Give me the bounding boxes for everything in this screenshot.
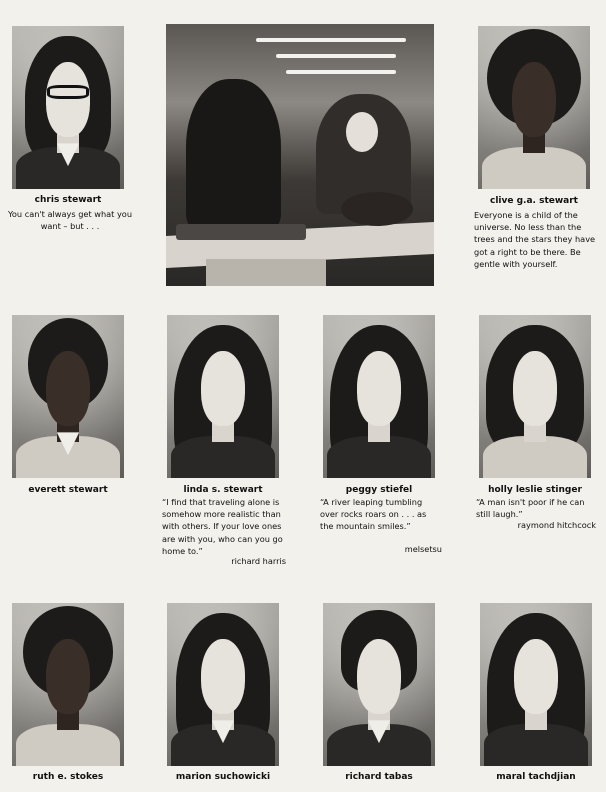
portrait-marion-suchowicki [167,603,279,766]
portrait-linda-stewart [167,315,279,478]
portrait-richard-tabas [323,603,435,766]
student-name-holly-stinger: holly leslie stinger [488,485,582,495]
portrait-clive-stewart [478,26,590,189]
candid-cafeteria-photo [166,24,434,286]
quote-attribution-linda-stewart: richard harris [231,556,286,566]
student-name-linda-stewart: linda s. stewart [183,485,263,495]
student-name-ruth-stokes: ruth e. stokes [32,772,104,782]
quote-attribution-peggy-stiefel: melsetsu [404,544,442,554]
portrait-peggy-stiefel [323,315,435,478]
student-name-peggy-stiefel: peggy stiefel [345,485,413,495]
student-name-maral-tachdjian: maral tachdjian [496,772,576,782]
portrait-ruth-stokes [12,603,124,766]
student-name-clive-stewart: clive g.a. stewart [490,196,578,206]
portrait-chris-stewart [12,26,124,189]
student-name-chris-stewart: chris stewart [34,195,102,205]
student-name-marion-suchowicki: marion suchowicki [175,772,271,782]
portrait-maral-tachdjian [480,603,592,766]
quote-attribution-holly-stinger: raymond hitchcock [517,520,596,530]
portrait-everett-stewart [12,315,124,478]
student-quote-clive-stewart: Everyone is a child of the universe. No less than the trees and the stars they have got a right to be there. Be gentle with yourself. [474,210,596,269]
student-quote-peggy-stiefel: “A river leaping tumbling over rocks roars on . . . as the mountain smiles.” [320,497,427,532]
student-quote-holly-stinger: “A man isn't poor if he can still laugh.” [476,497,585,520]
student-name-richard-tabas: richard tabas [345,772,413,782]
student-quote-linda-stewart: “I find that traveling alone is somehow more realistic than with others. If your love ones are with you, who can you go home to.” [162,497,283,556]
student-quote-chris-stewart: You can't always get what you want – but . . . [8,209,133,232]
portrait-holly-stinger [479,315,591,478]
student-name-everett-stewart: everett stewart [28,485,108,495]
